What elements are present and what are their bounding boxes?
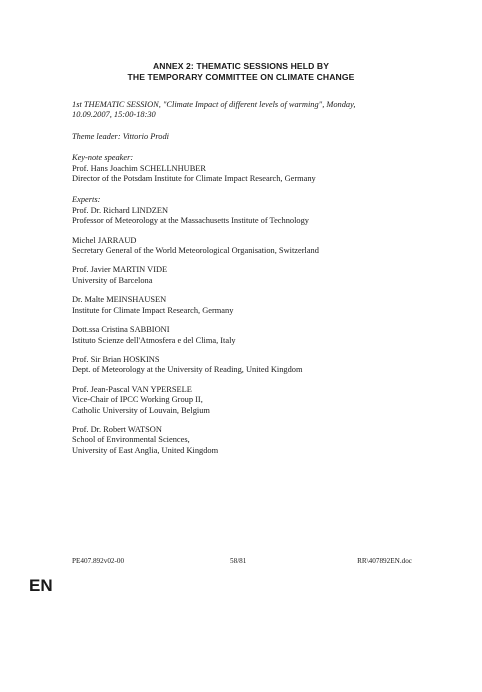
person-affiliation: University of Barcelona	[72, 275, 153, 285]
person-affiliation: Vice-Chair of IPCC Working Group II,	[72, 395, 203, 405]
person-affiliation: Professor of Meteorology at the Massachusetts Institute of Technology	[72, 216, 309, 226]
person-name: Prof. Jean-Pascal VAN YPERSELE	[72, 384, 192, 394]
expert-entry	[72, 325, 412, 346]
theme-leader: Theme leader: Vittorio Prodi	[72, 131, 169, 141]
session-title-line-1: 1st THEMATIC SESSION, "Climate Impact of different levels of warming", Monday,	[72, 100, 356, 109]
session-title	[72, 100, 412, 121]
footer-file-name: RR\407892EN.doc	[357, 557, 412, 565]
expert-entry	[72, 236, 412, 257]
expert-entry	[72, 265, 412, 286]
document-body	[72, 100, 412, 456]
expert-entry	[72, 355, 412, 376]
annex-title-line-1: ANNEX 2: THEMATIC SESSIONS HELD BY	[152, 61, 330, 71]
expert-entry	[72, 206, 412, 227]
person-affiliation: Institute for Climate Impact Research, Germany	[72, 305, 234, 315]
experts-list	[72, 206, 412, 456]
annex-title-line-2: THE TEMPORARY COMMITTEE ON CLIMATE CHANGE	[127, 72, 355, 82]
person-name: Prof. Dr. Richard LINDZEN	[72, 205, 169, 215]
language-code: EN	[29, 576, 53, 595]
person-affiliation: Istituto Scienze dell'Atmosfera e del Clima, Italy	[72, 335, 236, 345]
person-affiliation: Director of the Potsdam Institute for Climate Impact Research, Germany	[72, 174, 316, 184]
keynote-speaker	[72, 164, 412, 185]
person-name: Dott.ssa Cristina SABBIONI	[72, 325, 170, 335]
person-affiliation: Catholic University of Louvain, Belgium	[72, 405, 210, 415]
person-name: Prof. Javier MARTIN VIDE	[72, 265, 168, 275]
expert-entry	[72, 385, 412, 416]
person-affiliation: School of Environmental Sciences,	[72, 435, 190, 445]
person-name: Prof. Dr. Robert WATSON	[72, 424, 162, 434]
person-name: Michel JARRAUD	[72, 235, 137, 245]
experts-label: Experts:	[72, 195, 101, 205]
person-name: Dr. Malte MEINSHAUSEN	[72, 295, 167, 305]
expert-entry	[72, 295, 412, 316]
person-name: Prof. Sir Brian HOSKINS	[72, 354, 160, 364]
footer-doc-ref: PE407.892v02-00	[72, 557, 125, 565]
person-affiliation: Dept. of Meteorology at the University of Reading, United Kingdom	[72, 365, 303, 375]
person-affiliation: University of East Anglia, United Kingdom	[72, 445, 219, 455]
expert-entry	[72, 425, 412, 456]
keynote-label: Key-note speaker:	[72, 153, 134, 163]
footer-page-number: 58/81	[230, 557, 247, 565]
person-name: Prof. Hans Joachim SCHELLNHUBER	[72, 163, 206, 173]
session-title-line-2: 10.09.2007, 15:00-18:30	[72, 110, 156, 120]
person-affiliation: Secretary General of the World Meteorological Organisation, Switzerland	[72, 246, 319, 256]
